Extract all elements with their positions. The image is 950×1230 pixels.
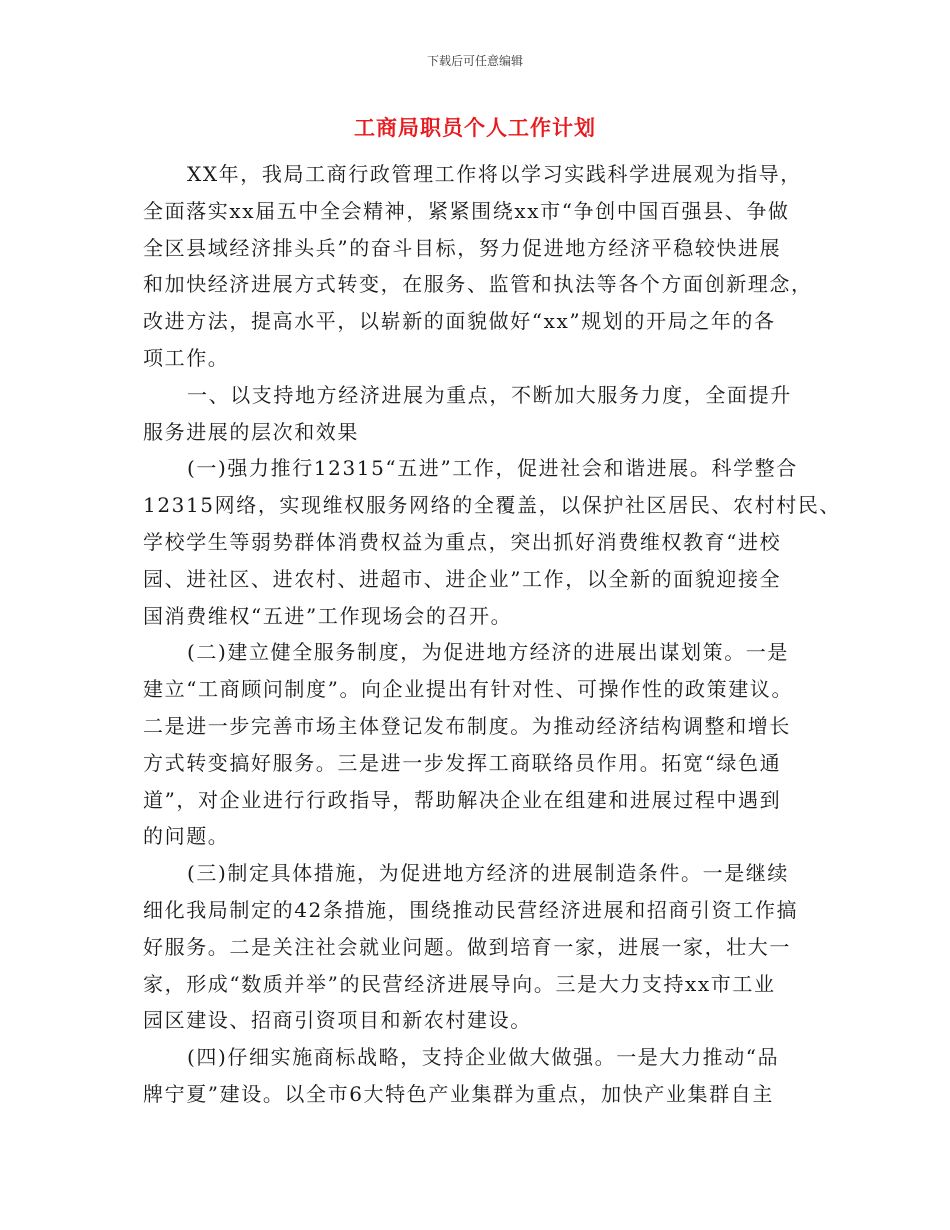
paragraph-line: (三)制定具体措施，为促进地方经济的进展制造条件。一是继续 bbox=[187, 861, 790, 886]
paragraph-line: 好服务。二是关注社会就业问题。做到培育一家，进展一家，壮大一 bbox=[143, 934, 791, 959]
paragraph-line: XX年，我局工商行政管理工作将以学习实践科学进展观为指导， bbox=[187, 162, 802, 186]
paragraph-line: 学校学生等弱势群体消费权益为重点，突出抓好消费维权教育“进校 bbox=[143, 529, 782, 554]
paragraph-line: 12315网络，实现维权服务网络的全覆盖，以保护社区居民、农村村民、 bbox=[143, 493, 842, 518]
document-body bbox=[143, 156, 842, 1113]
paragraph-line: 方式转变搞好服务。三是进一步发挥工商联络员作用。拓宽“绿色通 bbox=[143, 750, 782, 775]
paragraph-line: 国消费维权“五进”工作现场会的召开。 bbox=[143, 603, 513, 628]
document-title: 工商局职员个人工作计划 bbox=[354, 116, 596, 140]
paragraph-line: 二是进一步完善市场主体登记发布制度。为推动经济结构调整和增长 bbox=[143, 713, 791, 738]
paragraph-line: 改进方法，提高水平，以崭新的面貌做好“xx”规划的开局之年的各 bbox=[143, 309, 776, 334]
paragraph-line: (一)强力推行12315“五进”工作，促进社会和谐进展。科学整合 bbox=[187, 456, 798, 481]
header-note: 下载后可任意编辑 bbox=[426, 54, 523, 68]
paragraph-line: 全区县域经济排头兵”的奋斗目标，努力促进地方经济平稳较快进展 bbox=[143, 235, 782, 260]
paragraph-line: 的问题。 bbox=[143, 824, 230, 849]
paragraph-line: 道”，对企业进行行政指导，帮助解决企业在组建和进展过程中遇到 bbox=[143, 787, 782, 812]
paragraph-line: 细化我局制定的42条措施，围绕推动民营经济进展和招商引资工作搞 bbox=[143, 897, 799, 922]
paragraph-line: 全面落实xx届五中全会精神，紧紧围绕xx市“争创中国百强县、争做 bbox=[143, 198, 790, 223]
paragraph-line: 园、进社区、进农村、进超市、进企业”工作，以全新的面貌迎接全 bbox=[143, 566, 782, 591]
paragraph-line: 牌宁夏”建设。以全市6大特色产业集群为重点，加快产业集群自主 bbox=[143, 1081, 774, 1106]
paragraph-line: (四)仔细实施商标战略，支持企业做大做强。一是大力推动“品 bbox=[187, 1045, 780, 1070]
paragraph-line: 和加快经济进展方式转变，在服务、监管和执法等各个方面创新理念， bbox=[143, 272, 813, 297]
paragraph-line: 园区建设、招商引资项目和新农村建设。 bbox=[143, 1008, 532, 1033]
section-heading-line: 一、以支持地方经济进展为重点，不断加大服务力度，全面提升 bbox=[187, 382, 792, 407]
paragraph-line: 项工作。 bbox=[143, 345, 230, 370]
paragraph-line: 家，形成“数质并举”的民营经济进展导向。三是大力支持xx市工业 bbox=[143, 971, 776, 996]
paragraph-line: (二)建立健全服务制度，为促进地方经济的进展出谋划策。一是 bbox=[187, 640, 790, 665]
section-heading-line: 服务进展的层次和效果 bbox=[143, 419, 359, 444]
paragraph-line: 建立“工商顾问制度”。向企业提出有针对性、可操作性的政策建议。 bbox=[143, 677, 794, 702]
